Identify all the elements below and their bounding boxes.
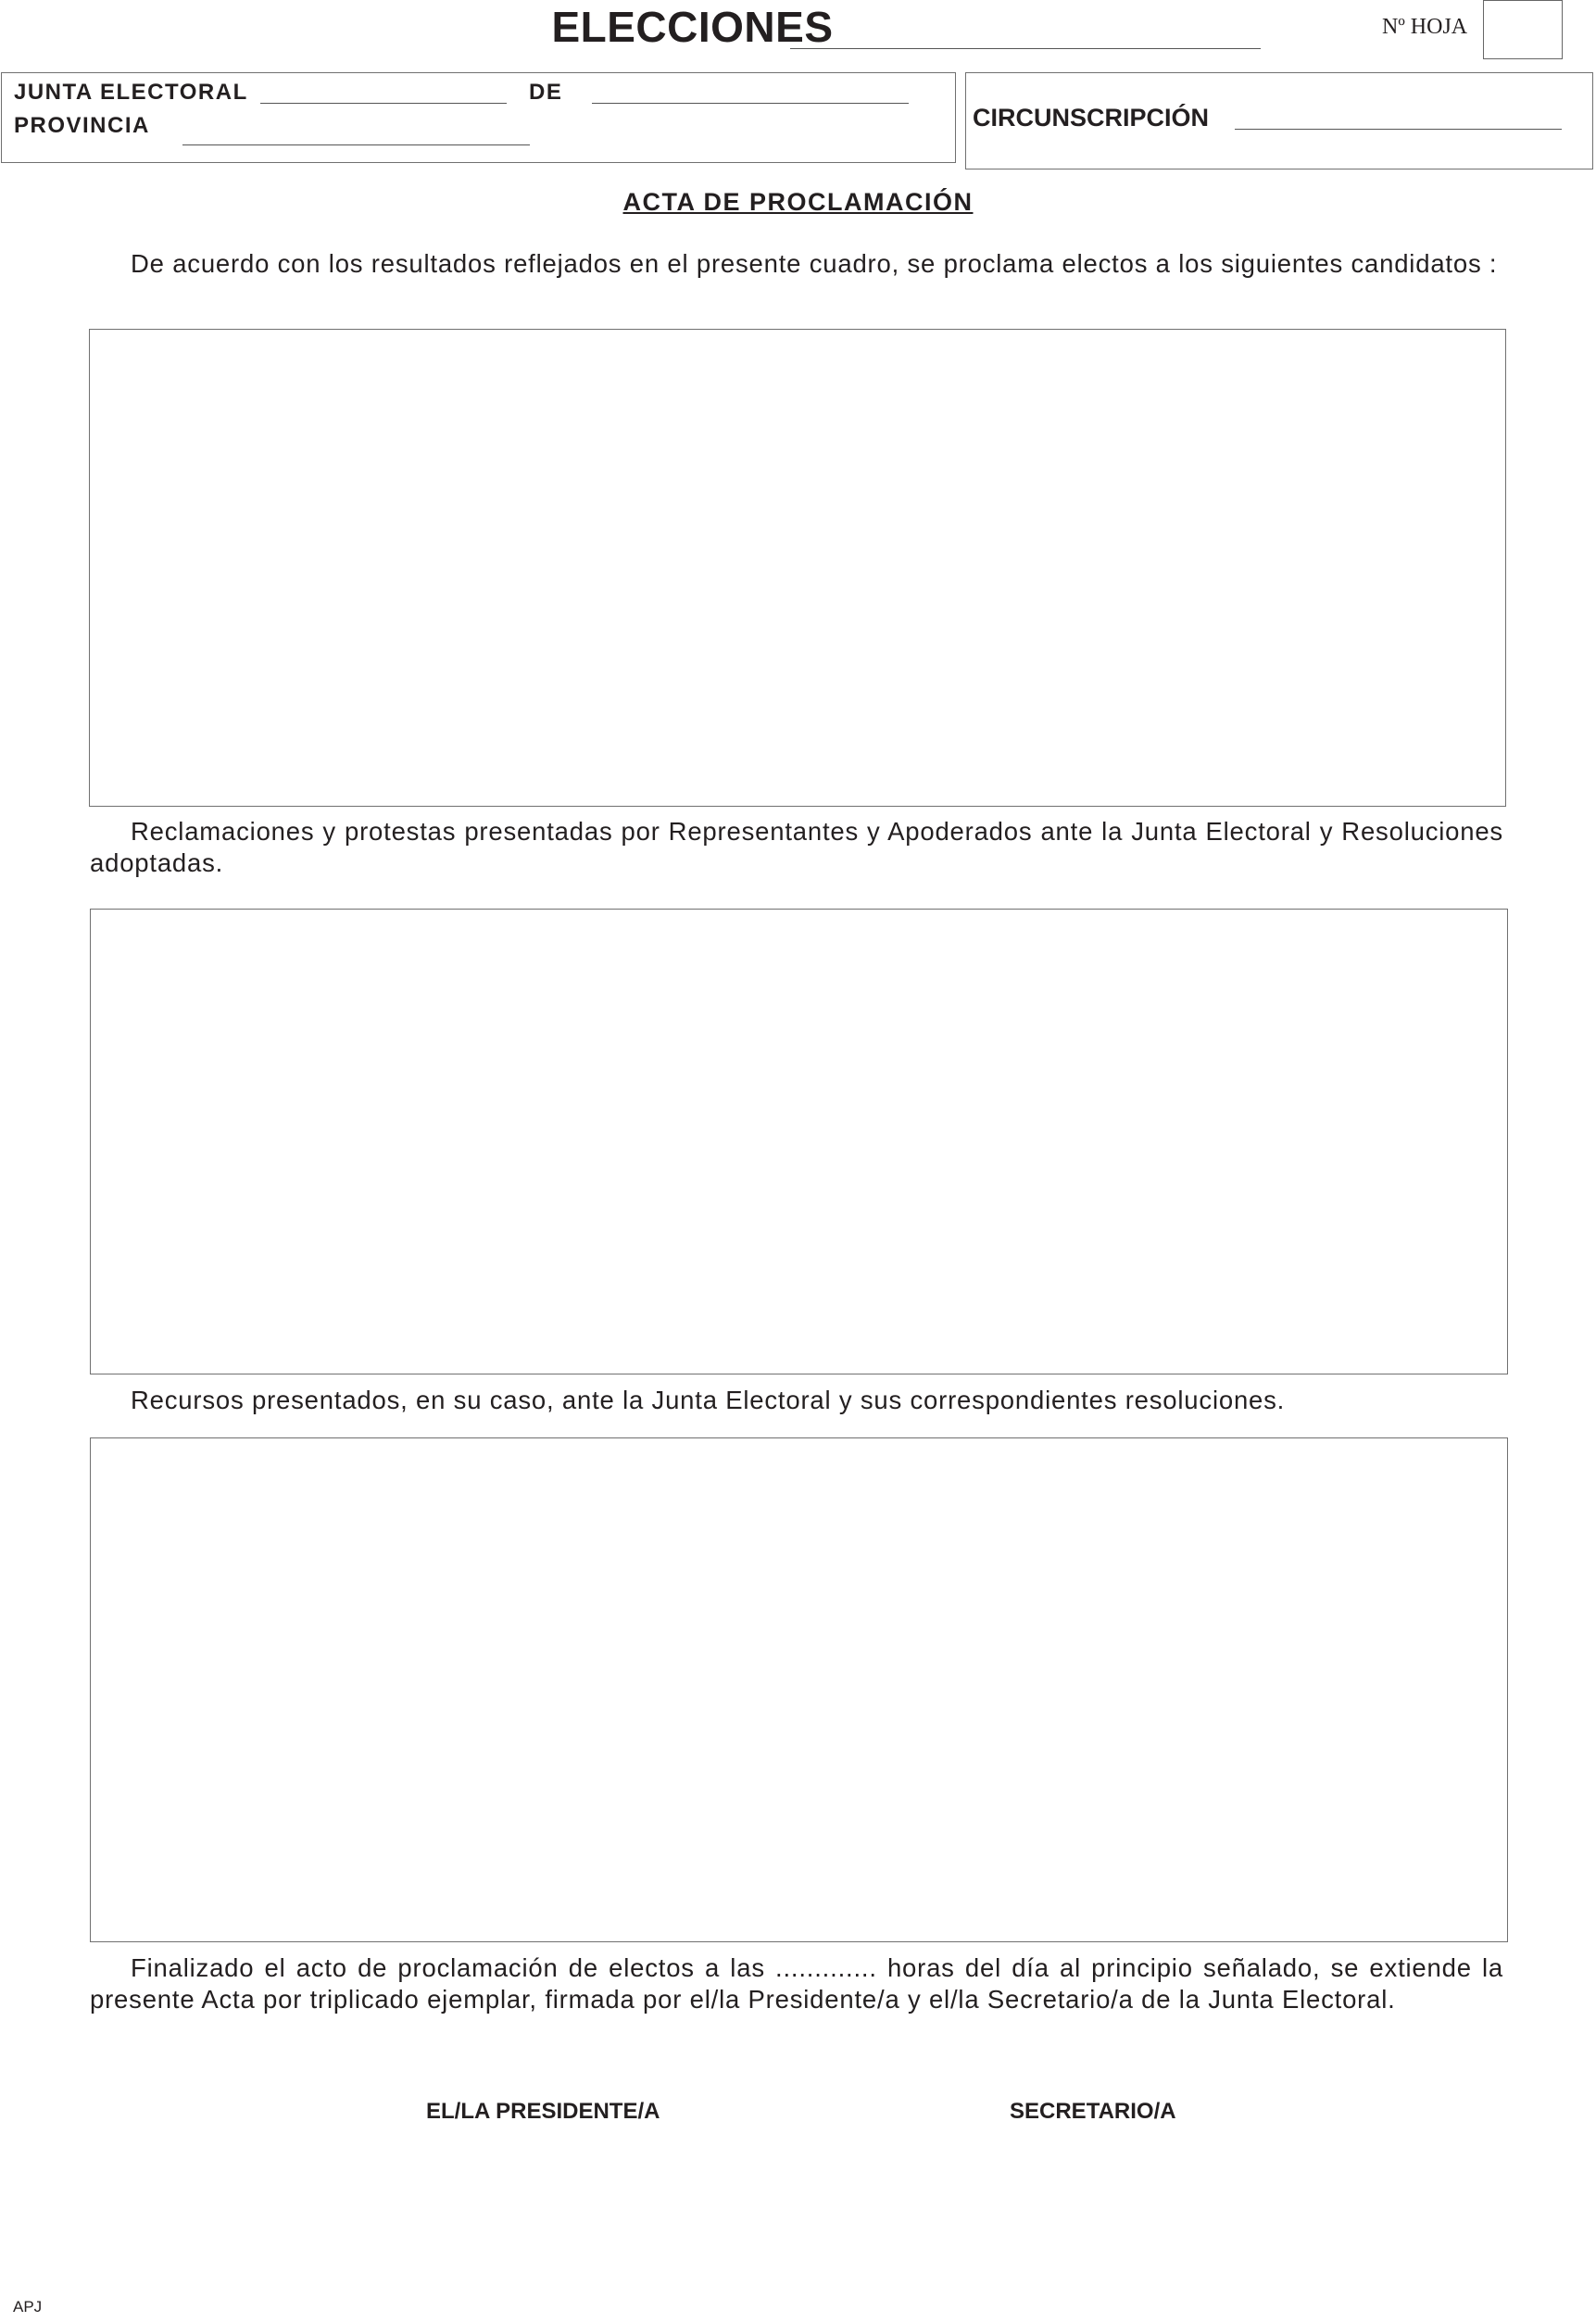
secretary-signature-label: SECRETARIO/A bbox=[1010, 2099, 1176, 2124]
intro-paragraph bbox=[90, 248, 1503, 280]
intro-text: De acuerdo con los resultados reflejados en el presente cuadro, se proclama electos a los siguientes candidatos : bbox=[131, 249, 1498, 278]
elected-candidates-box[interactable] bbox=[89, 329, 1506, 807]
recursos-text: Recursos presentados, en su caso, ante la Junta Electoral y sus correspondientes resoluciones. bbox=[131, 1386, 1286, 1414]
president-signature-label: EL/LA PRESIDENTE/A bbox=[426, 2099, 660, 2124]
provincia-label: PROVINCIA bbox=[14, 113, 150, 138]
de-field-line[interactable] bbox=[592, 103, 909, 104]
circunscripcion-field-line[interactable] bbox=[1235, 129, 1562, 130]
sheet-number-field[interactable] bbox=[1483, 0, 1563, 59]
recursos-box[interactable] bbox=[90, 1437, 1508, 1942]
junta-electoral-field-line[interactable] bbox=[260, 103, 507, 104]
sheet-number-label: Nº HOJA bbox=[1382, 15, 1468, 39]
closing-text: Finalizado el acto de proclamación de electos a las ............. horas del día al principio señalado, se extiende la presente Acta por triplicado ejemplar, firmada por el/la Presidente/a y el/la Secretario/a de la Junta Electoral. bbox=[90, 1953, 1503, 2014]
reclamaciones-paragraph bbox=[90, 816, 1503, 879]
circunscripcion-label: CIRCUNSCRIPCIÓN bbox=[973, 104, 1210, 132]
form-code: APJ bbox=[13, 2298, 43, 2316]
elecciones-field-line[interactable] bbox=[790, 48, 1261, 49]
acta-heading: ACTA DE PROCLAMACIÓN bbox=[622, 188, 974, 216]
page-title: ELECCIONES bbox=[551, 3, 834, 51]
reclamaciones-box[interactable] bbox=[90, 909, 1508, 1374]
recursos-paragraph bbox=[90, 1385, 1503, 1416]
reclamaciones-text: Reclamaciones y protestas presentadas por Representantes y Apoderados ante la Junta Electoral y Resoluciones adoptadas. bbox=[90, 817, 1503, 877]
provincia-field-line[interactable] bbox=[182, 144, 530, 145]
junta-electoral-label: JUNTA ELECTORAL bbox=[14, 80, 248, 105]
closing-paragraph bbox=[90, 1952, 1503, 2015]
de-label: DE bbox=[529, 80, 563, 105]
